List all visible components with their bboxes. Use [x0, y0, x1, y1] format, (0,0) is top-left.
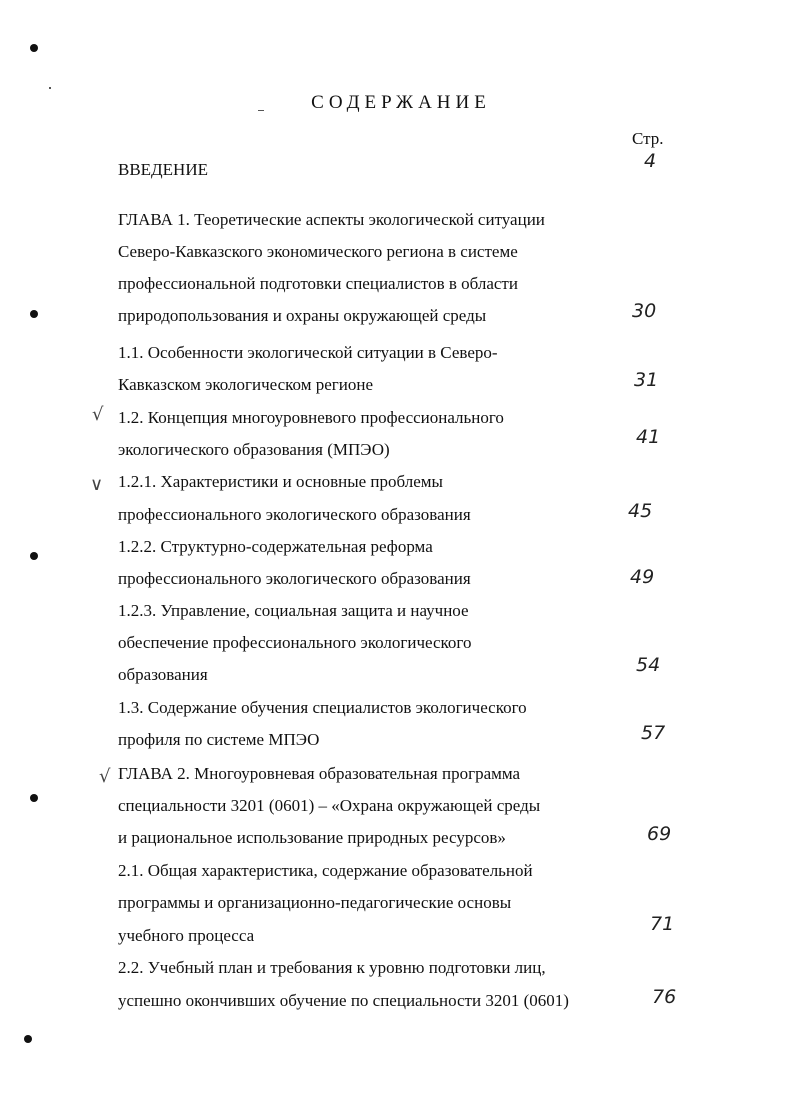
toc-line: профессиональной подготовки специалистов в области	[118, 274, 518, 293]
toc-line: ГЛАВА 1. Теоретические аспекты экологической ситуации	[118, 210, 545, 229]
binder-hole-icon	[30, 794, 38, 802]
toc-page-1-2-1: 45	[628, 500, 653, 522]
toc-entry-introduction: ВВЕДЕНИЕ	[118, 160, 208, 179]
toc-line: успешно окончивших обучение по специальности 3201 (0601)	[118, 991, 569, 1010]
toc-line: программы и организационно-педагогические основы	[118, 893, 512, 912]
toc-page-1-1: 31	[634, 369, 659, 391]
toc-line: 1.2.1. Характеристики и основные проблемы	[118, 472, 443, 491]
toc-line: профессионального экологического образования	[118, 505, 471, 524]
toc-line: Северо-Кавказского экономического региона в системе	[118, 242, 518, 261]
toc-page-introduction: 4	[644, 150, 657, 172]
toc-page-1-3: 57	[641, 722, 666, 744]
toc-line: специальности 3201 (0601) – «Охрана окружающей среды	[118, 796, 541, 815]
binder-hole-icon	[30, 310, 38, 318]
page-title: СОДЕРЖАНИЕ	[311, 92, 491, 113]
toc-page-1-2-3: 54	[636, 654, 661, 676]
scan-speck	[49, 87, 51, 89]
toc-page-1-2: 41	[636, 426, 661, 448]
check-mark-icon: ∨	[90, 474, 104, 495]
toc-line: 1.1. Особенности экологической ситуации в Северо-	[118, 343, 498, 362]
toc-line: 1.2.2. Структурно-содержательная реформа	[118, 537, 433, 556]
toc-page-2-2: 76	[652, 986, 677, 1008]
page-column-header: Стр.	[632, 129, 664, 148]
toc-line: 1.2.3. Управление, социальная защита и научное	[118, 601, 469, 620]
toc-line: природопользования и охраны окружающей среды	[118, 306, 487, 325]
toc-line: 2.1. Общая характеристика, содержание образовательной	[118, 861, 533, 880]
check-mark-icon: √	[92, 404, 104, 425]
toc-line: экологического образования (МПЭО)	[118, 440, 390, 459]
toc-line: профиля по системе МПЭО	[118, 730, 320, 749]
toc-line: и рациональное использование природных ресурсов»	[118, 828, 506, 847]
binder-hole-icon	[30, 552, 38, 560]
toc-line: ГЛАВА 2. Многоуровневая образовательная программа	[118, 764, 521, 783]
binder-hole-icon	[24, 1035, 32, 1043]
toc-line: образования	[118, 665, 208, 684]
binder-hole-icon	[30, 44, 38, 52]
toc-page-chapter-1: 30	[632, 300, 657, 322]
toc-line: обеспечение профессионального экологического	[118, 633, 472, 652]
toc-line: 2.2. Учебный план и требования к уровню подготовки лиц,	[118, 958, 546, 977]
toc-line: 1.2. Концепция многоуровневого профессионального	[118, 408, 504, 427]
toc-line: Кавказском экологическом регионе	[118, 375, 373, 394]
toc-line: учебного процесса	[118, 926, 255, 945]
check-mark-icon: √	[99, 766, 111, 787]
toc-page-1-2-2: 49	[630, 566, 655, 588]
scan-speck	[258, 110, 264, 111]
toc-page-2-1: 71	[650, 913, 675, 935]
toc-line: 1.3. Содержание обучения специалистов экологического	[118, 698, 527, 717]
toc-line: профессионального экологического образования	[118, 569, 471, 588]
toc-page-chapter-2: 69	[647, 823, 672, 845]
